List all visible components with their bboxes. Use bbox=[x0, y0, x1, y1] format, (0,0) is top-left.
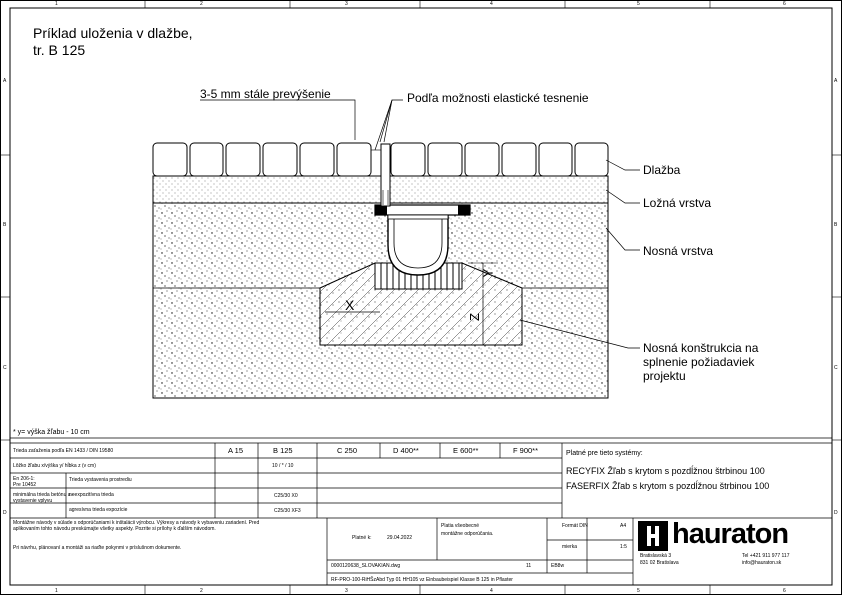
column-number: 5 bbox=[637, 1, 640, 7]
drawing-title: Príklad uloženia v dlažbe, bbox=[33, 25, 193, 41]
aggressive-class-label: agresívna trieda expozície bbox=[69, 507, 128, 513]
hauraton-logo-icon bbox=[638, 521, 668, 551]
class-c250: C 250 bbox=[337, 446, 358, 455]
exposure-class-label: Trieda vystavenia prostrediu bbox=[69, 477, 132, 483]
validity-note-1: Platia všeobecné bbox=[441, 523, 480, 529]
dimension-y: Y bbox=[480, 268, 496, 278]
column-number: 4 bbox=[490, 1, 493, 7]
dimension-x: X bbox=[345, 297, 355, 313]
row-letter: C bbox=[834, 365, 838, 371]
bed-dimensions-value: 10 / * / 10 bbox=[272, 463, 294, 469]
column-number: 6 bbox=[783, 1, 786, 7]
row-letter: A bbox=[834, 78, 838, 84]
column-number: 1 bbox=[55, 588, 58, 594]
column-number: 3 bbox=[345, 588, 348, 594]
norm-label-a: En 206-1: bbox=[13, 476, 35, 482]
non-exposure-class-label: neexpozitívna trieda bbox=[69, 492, 114, 498]
concrete-class-label-b: vystavenie vplyvu bbox=[13, 498, 53, 504]
row-letter: D bbox=[3, 510, 7, 516]
address-line-2: 831 02 Bratislava bbox=[640, 560, 679, 566]
installation-note-1: Montážne návody v súlade s odporúčaniami k inštalácii výrobcu. Výkresy a návody k vybaveniu zariadení. Pred bbox=[13, 520, 260, 526]
email: info@hauraton.sk bbox=[742, 560, 782, 566]
column-number: 1 bbox=[55, 1, 58, 7]
class-f900: F 900** bbox=[513, 446, 539, 455]
concrete-x0-value: C25/30 X0 bbox=[274, 493, 298, 499]
load-class-header: Trieda zaťaženia podľa EN 1433 / DIN 19580 bbox=[13, 448, 114, 454]
dimension-z: Z bbox=[466, 313, 482, 321]
scale-value: 1:5 bbox=[620, 544, 627, 550]
column-number: 2 bbox=[200, 588, 203, 594]
structure-label-2: splnenie požiadaviek bbox=[643, 355, 755, 369]
hauraton-logo: hauraton bbox=[672, 518, 789, 550]
overhang-label: 3-5 mm stále prevýšenie bbox=[200, 87, 331, 101]
column-number: 3 bbox=[345, 1, 348, 7]
column-number: 2 bbox=[200, 1, 203, 7]
column-number: 6 bbox=[783, 588, 786, 594]
valid-from-label: Platné k: bbox=[352, 535, 372, 541]
footnote: * y= výška žľabu - 10 cm bbox=[13, 429, 90, 436]
validity-note-2: montážne odporúčania. bbox=[441, 531, 494, 537]
bedding-label: Ložná vrstva bbox=[643, 196, 712, 210]
installation-note-2: aplikovaním tohto návodu preskúmajte všetky aspekty. Pozrite si prílohy k ďalším návodom. bbox=[13, 526, 216, 532]
file-name: 0000120638_SLOVAKIAN.dwg bbox=[331, 563, 401, 569]
class-b125: B 125 bbox=[273, 446, 293, 455]
row-letter: D bbox=[834, 510, 838, 516]
class-a15: A 15 bbox=[228, 446, 244, 455]
bed-dimensions-label: Lôžko žľabu x/výška y/ hĺbka z (v cm) bbox=[13, 463, 96, 469]
column-number: 4 bbox=[490, 588, 493, 594]
norm-label-b: Pre 10452 bbox=[13, 482, 37, 488]
systems-label: Platné pre tieto systémy: bbox=[566, 450, 643, 457]
sheet-number: 11 bbox=[526, 563, 532, 569]
row-letter: A bbox=[3, 78, 7, 84]
row-letter: B bbox=[834, 222, 838, 228]
row-letter: B bbox=[3, 222, 7, 228]
column-number: 5 bbox=[637, 588, 640, 594]
valid-from-date: 29.04.2022 bbox=[387, 535, 413, 541]
structure-label-1: Nosná konštrukcia na bbox=[643, 341, 759, 355]
seal-label: Podľa možnosti elastické tesnenie bbox=[407, 91, 589, 105]
concrete-class-label-a: minimálna trieda betónu a bbox=[13, 492, 71, 498]
class-e600: E 600** bbox=[453, 446, 479, 455]
structure-label-3: projektu bbox=[643, 369, 686, 383]
drawing-subtitle: tr. B 125 bbox=[33, 42, 86, 58]
address-line-1: Bratislavská 3 bbox=[640, 553, 672, 559]
base-label: Nosná vrstva bbox=[643, 244, 714, 258]
format-label: Formát DIN bbox=[562, 523, 588, 529]
drawing-code: EB8w bbox=[551, 563, 565, 569]
row-letter: C bbox=[3, 365, 7, 371]
system-recyfix: RECYFIX Žľab s krytom s pozdĺžnou štrbinou 100 bbox=[566, 466, 765, 476]
concrete-xf3-value: C25/30 XF3 bbox=[274, 508, 301, 514]
phone: Tel +421 911 977 117 bbox=[742, 553, 790, 559]
system-faserfix: FASERFIX Žľab s krytom s pozdĺžnou štrbinou 100 bbox=[566, 481, 770, 491]
drawing-reference: RF-PRO-100-RiHŠzAbd Typ 01 HH105 vz Einbaubeispiel Klasse B 125 in Pflaster bbox=[331, 577, 513, 583]
class-d400: D 400** bbox=[393, 446, 419, 455]
installation-note-3: Pri návrhu, plánovaní a montáži sa riaďte pokynmi v príslušnom dokumente. bbox=[13, 545, 182, 551]
scale-label: mierka bbox=[562, 544, 578, 550]
format-value: A4 bbox=[620, 523, 627, 529]
paving-label: Dlažba bbox=[643, 163, 681, 177]
